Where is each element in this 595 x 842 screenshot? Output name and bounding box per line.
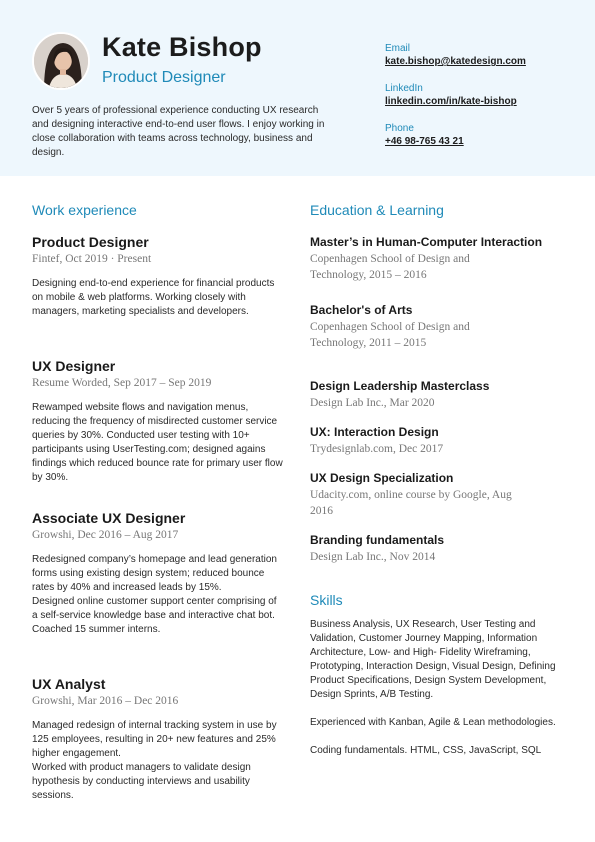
job-description: Rewamped website flows and navigation menus, reducing the frequency of misdirected customer service queries by 30%. Conducted user testing with 10+ participants using UserTesting.com; designed agains findings which reduced bounce rate for primary user flow by 30%. (32, 402, 283, 483)
education-meta: Trydesignlab.com, Dec 2017 (310, 443, 444, 455)
candidate-name: Kate Bishop (102, 32, 262, 62)
contact-email-link[interactable]: kate.bishop@katedesign.com (385, 56, 526, 67)
education-entry (310, 379, 580, 411)
education-meta: Copenhagen School of Design and Technology, 2011 – 2015 (310, 321, 470, 349)
education-entry (310, 303, 510, 351)
job-title: UX Designer (32, 358, 116, 374)
contact-linkedin-label: LinkedIn (385, 83, 423, 94)
contact-phone-link[interactable]: +46 98-765 43 21 (385, 136, 464, 147)
job-description: Designing end-to-end experience for financial products on mobile & web platforms. Working closely with managers, marketing specialists and developers. (32, 278, 275, 317)
job-meta: Growshi, Dec 2016 – Aug 2017 (32, 529, 179, 541)
education-entry (310, 471, 525, 519)
education-title: UX Design Specialization (310, 471, 454, 485)
education-meta: Design Lab Inc., Mar 2020 (310, 397, 435, 409)
job-entry (32, 510, 284, 637)
job-meta: Fintef, Oct 2019 · Present (32, 253, 152, 265)
skills-list (310, 618, 562, 772)
education-entry (310, 533, 580, 565)
education-title: Design Leadership Masterclass (310, 379, 490, 393)
header-banner (0, 0, 595, 176)
contact-linkedin-link[interactable]: linkedin.com/in/kate-bishop (385, 96, 517, 107)
education-entry (310, 235, 543, 283)
job-entry (32, 358, 284, 485)
skills-heading: Skills (310, 592, 343, 608)
job-entry (32, 676, 284, 803)
job-meta: Growshi, Mar 2016 – Dec 2016 (32, 695, 179, 707)
candidate-role: Product Designer (102, 69, 226, 86)
job-description: Managed redesign of internal tracking system in use by 125 employees, resulting in 20+ new features and 25% higher engagement. Worked with product managers to validate design hypothesis by conducting interviews and usability sessions. (32, 720, 277, 801)
job-description: Redesigned company’s homepage and lead generation forms using existing design system; reduced bounce rates by 40% and increased leads by 15%. Designed online customer support center comprising of a self-service knowledge base and interactive chat bot. Coached 15 summer interns. (32, 554, 277, 635)
contact-email-label: Email (385, 43, 411, 54)
education-title: Master’s in Human-Computer Interaction (310, 235, 543, 249)
skills-paragraph: Experienced with Kanban, Agile & Lean methodologies. (310, 717, 556, 728)
education-meta: Design Lab Inc., Nov 2014 (310, 551, 436, 563)
work-experience-heading: Work experience (32, 202, 137, 218)
job-meta: Resume Worded, Sep 2017 – Sep 2019 (32, 377, 212, 389)
job-title: Product Designer (32, 234, 149, 250)
job-entry (32, 234, 284, 319)
contact-phone (385, 122, 585, 149)
education-title: Bachelor's of Arts (310, 303, 413, 317)
profile-photo-icon (34, 34, 90, 90)
education-title: Branding fundamentals (310, 533, 445, 547)
skills-paragraph: Coding fundamentals. HTML, CSS, JavaScript, SQL (310, 745, 542, 756)
education-entry (310, 425, 580, 457)
job-title: UX Analyst (32, 676, 106, 692)
contact-linkedin (385, 82, 585, 109)
skills-paragraph: Business Analysis, UX Research, User Testing and Validation, Customer Journey Mapping, Information Architecture, Low- and High- Fidelity Wireframing, Prototyping, Interaction Design, Visual Design, Defining Product Specifications, Design System Development, Design Sprints, A/B Testing. (310, 619, 556, 700)
contact-phone-label: Phone (385, 123, 414, 134)
education-meta: Copenhagen School of Design and Technology, 2015 – 2016 (310, 253, 470, 281)
education-meta: Udacity.com, online course by Google, Aug 2016 (310, 489, 512, 517)
education-heading: Education & Learning (310, 202, 444, 218)
education-title: UX: Interaction Design (310, 425, 439, 439)
contact-email (385, 42, 585, 69)
avatar (32, 32, 90, 90)
job-title: Associate UX Designer (32, 510, 186, 526)
profile-summary: Over 5 years of professional experience conducting UX research and designing interactive end-to-end user flows. I enjoy working in close collaboration with teams across technology, business and design. (32, 105, 325, 158)
